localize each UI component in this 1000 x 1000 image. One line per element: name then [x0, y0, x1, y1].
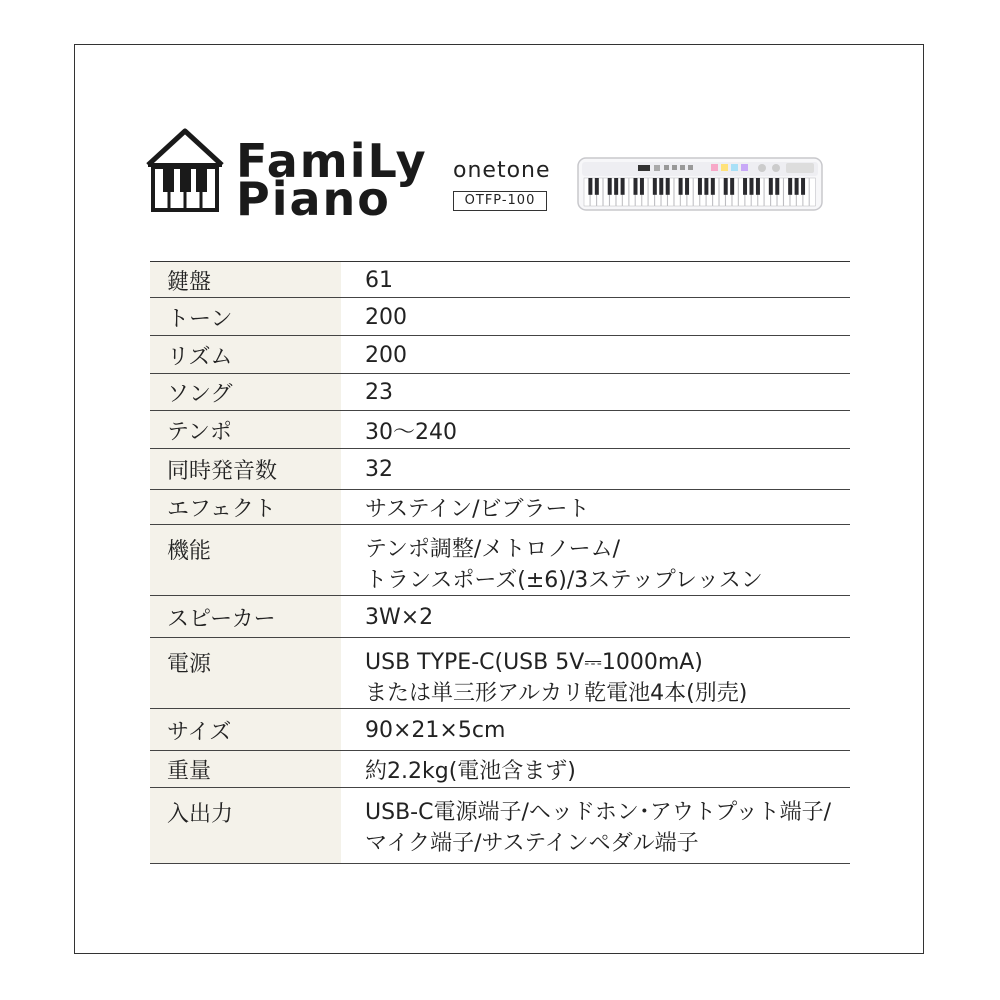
spec-label: 鍵盤 [150, 262, 341, 297]
spec-label: 重量 [150, 751, 341, 787]
black-key [775, 178, 779, 195]
spec-row-songs [150, 374, 850, 411]
black-key [788, 178, 792, 195]
spec-value: 23 [365, 380, 393, 405]
black-key [743, 178, 747, 195]
spec-row-functions [150, 525, 850, 596]
black-key [608, 178, 612, 195]
black-key [698, 178, 702, 195]
black-key [801, 178, 805, 195]
brand-name-line1: FamiLy [236, 134, 428, 188]
black-key [653, 178, 657, 195]
spec-label: ソング [150, 374, 341, 410]
maker-name: onetone [453, 158, 551, 183]
spec-value [341, 788, 850, 863]
spec-value [341, 638, 850, 708]
model-number: OTFP-100 [453, 191, 547, 211]
spec-row-speakers [150, 596, 850, 638]
black-key [666, 178, 670, 195]
spec-row-rhythms [150, 336, 850, 374]
black-key [679, 178, 683, 195]
spec-value: 61 [365, 267, 393, 293]
spec-value-line: トランスポーズ(±6)/3ステップレッスン [365, 568, 763, 593]
black-key [704, 178, 708, 195]
spec-label: 機能 [150, 525, 341, 595]
spec-row-power [150, 638, 850, 709]
brand-name-line2: Piano [236, 172, 391, 226]
black-key [730, 178, 734, 195]
spec-value-line: テンポ調整/メトロノーム/ [365, 537, 621, 562]
spec-row-weight [150, 751, 850, 788]
black-key [756, 178, 760, 195]
spec-value: 3W×2 [365, 604, 434, 630]
spec-label: トーン [150, 298, 341, 335]
spec-value: サステイン/ビブラート [365, 497, 590, 522]
black-key [769, 178, 773, 195]
black-key [659, 178, 663, 195]
spec-row-tempo [150, 411, 850, 449]
house-piano-icon [145, 127, 225, 213]
spec-row-effects [150, 490, 850, 525]
spec-row-io [150, 788, 850, 864]
spec-value: 30〜240 [365, 419, 457, 445]
spec-label: リズム [150, 336, 341, 373]
spec-label: スピーカー [150, 596, 341, 637]
spec-value-line: または単三形アルカリ乾電池4本(別売) [365, 681, 748, 706]
keyboard-image [576, 154, 824, 214]
black-key [795, 178, 799, 195]
spec-value: 32 [365, 457, 393, 482]
spec-label: エフェクト [150, 490, 341, 524]
black-key [724, 178, 728, 195]
spec-value: 200 [365, 304, 407, 330]
spec-value-line: マイク端子/サステインペダル端子 [365, 831, 699, 856]
spec-row-tones [150, 298, 850, 336]
spec-value [341, 525, 850, 595]
spec-row-size [150, 709, 850, 751]
spec-value-line: USB TYPE-C(USB 5V⎓1000mA) [365, 650, 703, 675]
black-key [588, 178, 592, 195]
spec-value: 90×21×5cm [365, 717, 506, 743]
spec-label: サイズ [150, 709, 341, 750]
spec-label: 入出力 [150, 788, 341, 863]
spec-label: 同時発音数 [150, 449, 341, 489]
black-key [621, 178, 625, 195]
black-key [633, 178, 637, 195]
black-key [640, 178, 644, 195]
spec-label: テンポ [150, 411, 341, 448]
white-key [810, 178, 816, 206]
spec-value: 約2.2kg(電池含まず) [365, 759, 576, 784]
spec-value: 200 [365, 342, 407, 368]
black-key [685, 178, 689, 195]
spec-row-keys [150, 262, 850, 298]
black-key [749, 178, 753, 195]
spec-row-polyphony [150, 449, 850, 490]
spec-label: 電源 [150, 638, 341, 708]
black-key [595, 178, 599, 195]
spec-value-line: USB-C電源端子/ヘッドホン･アウトプット端子/ [365, 800, 832, 825]
spec-table [150, 261, 850, 864]
black-key [711, 178, 715, 195]
black-key [614, 178, 618, 195]
